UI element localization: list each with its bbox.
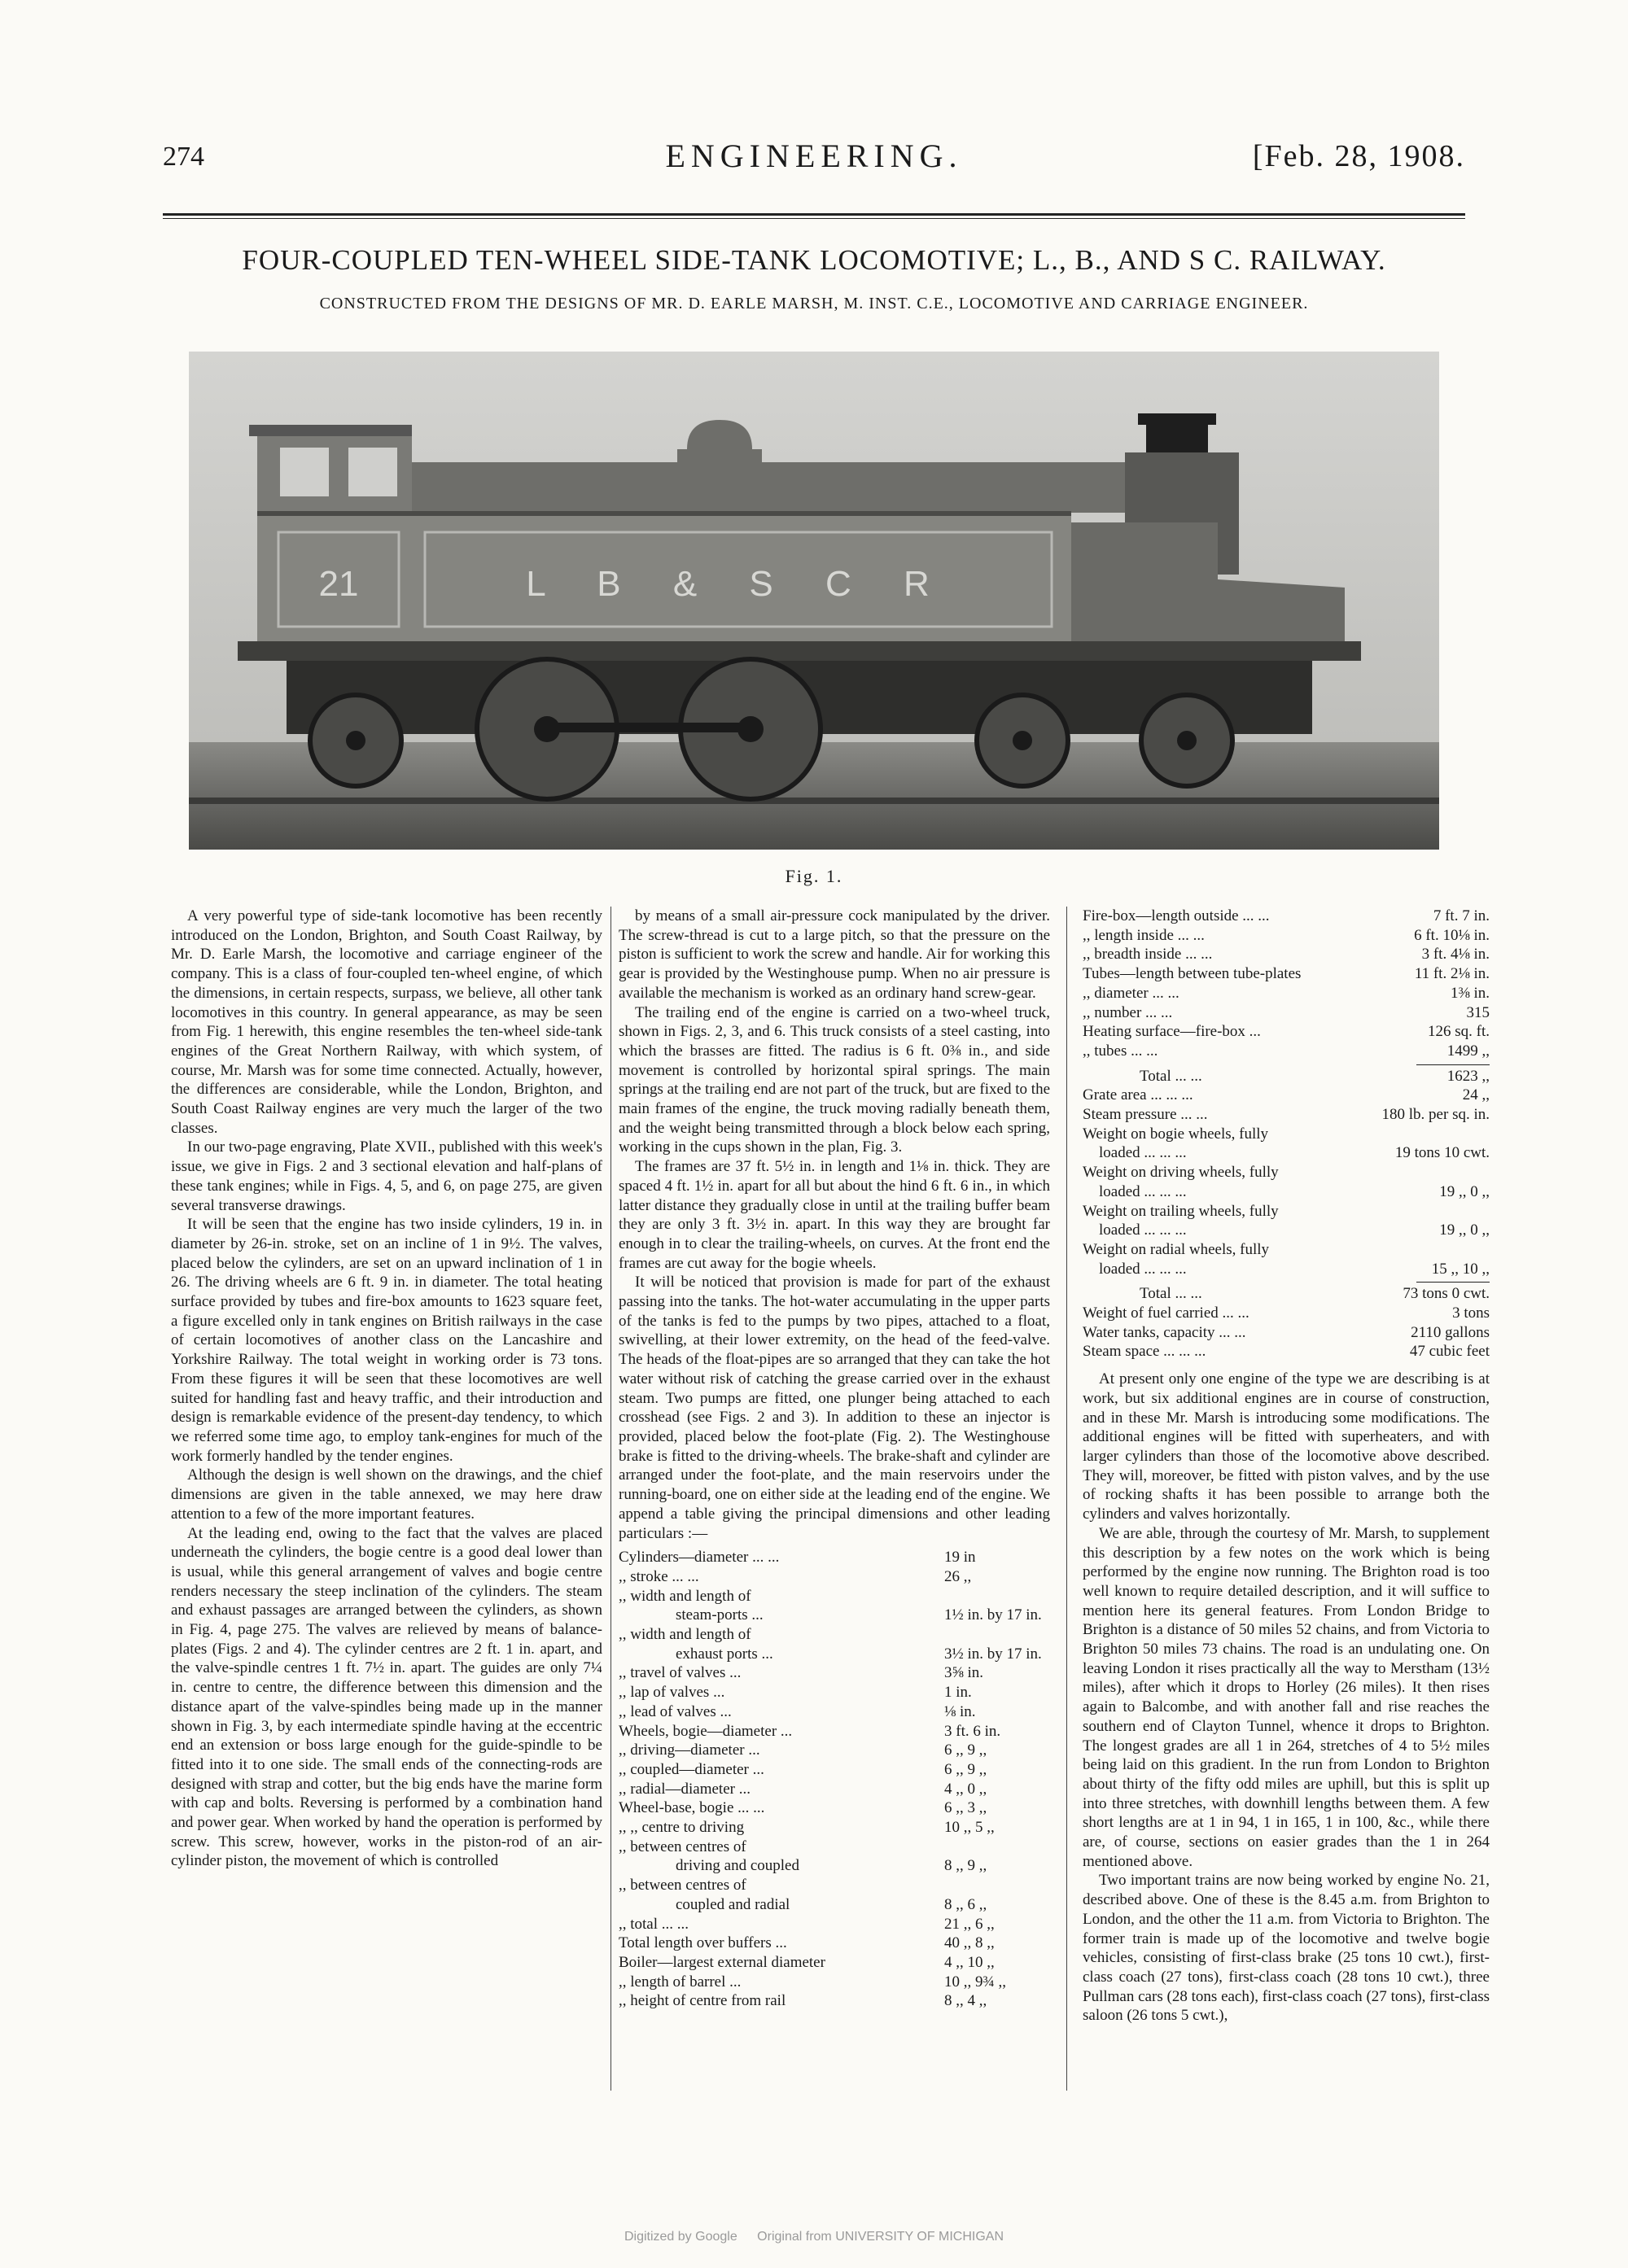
- table-row: Steam pressure ... ... 180 lb. per sq. in.: [1083, 1106, 1490, 1124]
- table-row: ,, lap of valves ... 1 in.: [619, 1684, 972, 1702]
- column-2: [619, 907, 1050, 2011]
- table-row: Weight on trailing wheels, fully: [1083, 1202, 1279, 1220]
- table-row: Wheels, bogie—diameter ... 3 ft. 6 in.: [619, 1722, 1001, 1740]
- page-number: 274: [163, 142, 204, 172]
- header-rule-thin: [163, 218, 1465, 219]
- col2-para-2: The trailing end of the engine is carried on a two-wheel truck, shown in Figs. 2, 3, and 6. This truck consists of a steel casting, into which the brasses are fitted. The radius is 6 ft. 0⅜ in., and side movement is controlled by horizontal spiral springs. The main springs at the trailing end are not part of the truck, but are fixed to the main frames of the engine, the truck moving radially beneath them, and the weight being transmitted through a block below each spring, working in the cups shown in the plan, Fig. 3.: [619, 1003, 1050, 1156]
- table-row: ,, number ... ... 315: [1083, 1003, 1490, 1021]
- table-row: ,, width and length of: [619, 1626, 751, 1644]
- col3-para-1: At present only one engine of the type we are describing is at work, but six additional engines are in course of construction, and in these Mr. Marsh is introducing some modifications. The additional engines will be fitted with superheaters, and with larger cylinders than those of the locomotive above described. They will, moreover, be fitted with piston valves, and by the use of rocking shafts it has been possible to arrange both the cylinders and valves horizontally.: [1083, 1370, 1490, 1523]
- page-footer: [0, 2230, 1628, 2244]
- column-divider-1: [610, 907, 611, 2091]
- table-row: Weight on bogie wheels, fully: [1083, 1125, 1269, 1143]
- table-row: ,, height of centre from rail 8 ,, 4 ,,: [619, 1992, 987, 2010]
- col2-para-4: It will be noticed that provision is made for part of the exhaust passing into the tanks. The hot-water accumulating in the upper parts of the tanks is fed to the pumps by two pipes, attached to a float, swivelling, at their lower extremity, on the head of the feed-valve. The heads of the float-pipes are so arranged that they can take the hot water without risk of catching the grease carried over in the exhaust steam. Two pumps are fitted, one plunger being attached to each crosshead (see Figs. 2 and 3). In addition to these an injector is provided, placed below the foot-plate (Fig. 2). The Westinghouse brake is fitted to the driving-wheels. The brake-shaft and cylinder are arranged under the foot-plate, and the main reservoirs under the running-board, one on either side at the leading end of the engine. We append a table giving the principal dimensions and other leading particulars :—: [619, 1274, 1050, 1542]
- page-header: [163, 130, 1465, 179]
- table-row: ,, length of barrel ... 10 ,, 9¾ ,,: [619, 1973, 1006, 1991]
- table-row: ,, breadth inside ... ... 3 ft. 4⅛ in.: [1083, 946, 1490, 964]
- table-row: Weight of fuel carried ... ... 3 tons: [1083, 1304, 1490, 1322]
- table-row: ,, radial—diameter ... 4 ,, 0 ,,: [619, 1780, 987, 1798]
- digitized-note: Digitized by Google: [624, 2230, 737, 2244]
- article-subtitle: CONSTRUCTED FROM THE DESIGNS OF MR. D. EARLE MARSH, M. INST. C.E., LOCOMOTIVE AND CARRIAGE ENGINEER.: [319, 295, 1309, 312]
- col2-para-3: The frames are 37 ft. 5½ in. in length and 1⅛ in. thick. They are spaced 4 ft. 1½ in. apart for all but about the hind 6 ft. 6 in., in which latter distance they gradually close in until at the trailing buffer beam they are only 3 ft. 3½ in. apart. In this way they are brought far enough in to clear the trailing-wheels, on curves. At the front end the frames are cut away for the bogie wheels.: [619, 1158, 1050, 1272]
- table-row: Tubes—length between tube-plates 11 ft. 2⅛ in.: [1083, 965, 1490, 983]
- header-rule: [163, 213, 1465, 216]
- table-row: loaded ... ... ... 19 ,, 0 ,,: [1099, 1182, 1490, 1200]
- table-row: ,, between centres of: [619, 1838, 746, 1855]
- col3-para-2: We are able, through the courtesy of Mr. Marsh, to supplement this description by a few notes on the work which is being performed by the engine now running. The Brighton road is too well known to require detailed description, and it will suffice to mention here its general features. From London Bridge to Brighton is a distance of 50 miles 52 chains, and from Victoria to Brighton 50 miles 73 chains. The road is an undulating one. On leaving London it rises practically all the way to Merstham (13½ miles), after which it drops to Horley (26 miles). It then rises again to Balcombe, and with another fall and rise reaches the southern end of Clayton Tunnel, whence it drops to Brighton. The longest grades are all 1 in 264, stretches of 4 to 5½ miles being laid on this gradient. In the run from London to Brighton about thirty of the fifty odd miles are uphill, but this is split up into three stretches, with downhill lengths between them. A few short lengths are at 1 in 94, 1 in 165, 1 in 100, &c., while there are, of course, sections on easier grades than the 1 in 264 mentioned above.: [1083, 1524, 1490, 1870]
- table-row: steam-ports ... 1½ in. by 17 in.: [676, 1606, 1042, 1624]
- locomotive-photo: [189, 352, 1439, 850]
- table-row: Cylinders—diameter ... ... 19 in: [619, 1549, 976, 1567]
- table-row: ,, coupled—diameter ... 6 ,, 9 ,,: [619, 1760, 987, 1778]
- table-row: driving and coupled 8 ,, 9 ,,: [676, 1857, 987, 1875]
- heating-table: [1083, 907, 1490, 1361]
- col2-para-1: by means of a small air-pressure cock manipulated by the driver. The screw-thread is cut to a large pitch, so that the pressure on the piston is sufficient to work the screw and handle. Air for working this gear is provided by the Westinghouse pump. When no air pressure is available the mechanism is worked as an ordinary hand screw-gear.: [619, 907, 1050, 1002]
- table-row: ,, between centres of: [619, 1877, 746, 1894]
- issue-date: [Feb. 28, 1908.: [1252, 139, 1465, 173]
- table-row: ,, total ... ... 21 ,, 6 ,,: [619, 1915, 995, 1933]
- table-row: ,, width and length of: [619, 1587, 751, 1605]
- table-row: coupled and radial 8 ,, 6 ,,: [676, 1895, 987, 1913]
- sum-rule: [1416, 1282, 1490, 1283]
- table-row: ,, ,, centre to driving 10 ,, 5 ,,: [619, 1819, 995, 1837]
- table-row: ,, travel of valves ... 3⅝ in.: [619, 1664, 984, 1682]
- table-row-total: Total ... ... 73 tons 0 cwt.: [1140, 1285, 1490, 1303]
- table-row: ,, stroke ... ... 26 ,,: [619, 1567, 972, 1585]
- col1-para-1: A very powerful type of side-tank locomotive has been recently introduced on the London, Brighton, and South Coast Railway, by Mr. D. Earle Marsh, the locomotive and carriage engineer of the company. This is a class of four-coupled ten-wheel engine, of which the dimensions, in certain respects, surpass, we believe, all other tank locomotives in this country. In general appearance, as may be seen from Fig. 1 herewith, this engine resembles the ten-wheel side-tank engines of the Great Northern Railway, with which system, of course, Mr. Marsh was for some time connected. Actually, however, the differences are considerable, while the London, Brighton, and South Coast Railway engines are very much the larger of the two classes.: [171, 907, 602, 1137]
- tank-lettering: L B & S C R: [526, 564, 951, 604]
- table-row: Wheel-base, bogie ... ... 6 ,, 3 ,,: [619, 1799, 987, 1817]
- col1-para-3: It will be seen that the engine has two inside cylinders, 19 in. in diameter by 26-in. stroke, set on an incline of 1 in 9½. The valves, placed below the cylinders, are set on an upward inclination of 1 in 26. The driving wheels are 6 ft. 9 in. in diameter. The total heating surface provided by tubes and fire-box amounts to 1623 square feet, a figure excelled only in tank engines on British railways in the case of certain locomotives of another class on the Lancashire and Yorkshire Railway. The total weight in working order is 73 tons. From these figures it will be seen that these locomotives are well suited for handling fast and heavy traffic, and their introduction and design is remarkable evidence of the present-day tendency, to which we referred some time ago, to employ tank-engines for much of the work formerly handled by the tender engines.: [171, 1216, 602, 1465]
- col1-para-2: In our two-page engraving, Plate XVII., published with this week's issue, we give in Figs. 2 and 3 sectional elevation and half-plans of these tank engines; while in Figs. 4, 5, and 6, on page 275, are given several transverse drawings.: [171, 1138, 602, 1214]
- table-row: ,, driving—diameter ... 6 ,, 9 ,,: [619, 1741, 987, 1759]
- table-row: loaded ... ... ... 15 ,, 10 ,,: [1099, 1260, 1490, 1278]
- col1-para-5: At the leading end, owing to the fact that the valves are placed underneath the cylinders, the bogie centre is a good deal lower than is usual, while this general arrangement of valves and bogie centre renders necessary the steep inclination of the cylinders. The steam and exhaust passages are arranged between the cylinders, as shown in Fig. 4, page 275. The valves are relieved by means of balance-plates (Figs. 2 and 4). The cylinder centres are 2 ft. 1 in. apart, and the valve-spindle centres 1 ft. 7½ in. apart. The guides are only 7¼ in. centre to centre, the difference between this dimension and the distance apart of the valve-spindles being made up in the manner shown in Fig. 3, by each intermediate spindle having at the eccentric end an extension or boss large enough for the guide-spindle to be fitted into it to one side. The small ends of the connecting-rods are designed with strap and cotter, but the big ends have the marine form with cap and bolts. Reversing is performed by a combination hand and power gear. When worked by hand the operation is performed by screw. This screw, however, works in the piston-rod of an air-cylinder piston, the movement of which is controlled: [171, 1524, 602, 1870]
- table-row: ,, lead of valves ... ⅛ in.: [619, 1702, 976, 1720]
- table-row: Grate area ... ... ... 24 ,,: [1083, 1086, 1490, 1104]
- figure-caption: Fig. 1.: [785, 866, 843, 886]
- column-divider-2: [1066, 907, 1067, 2091]
- number-plate: 21: [318, 564, 359, 604]
- journal-title: ENGINEERING.: [665, 138, 963, 174]
- table-row: Fire-box—length outside ... ... 7 ft. 7 in.: [1083, 907, 1490, 924]
- article-title: FOUR-COUPLED TEN-WHEEL SIDE-TANK LOCOMOTIVE; L., B., AND S C. RAILWAY.: [242, 244, 1386, 276]
- dimensions-table: [619, 1548, 1050, 2011]
- table-row: Total length over buffers ... 40 ,, 8 ,,: [619, 1934, 995, 1952]
- table-row: Water tanks, capacity ... ... 2110 gallons: [1083, 1323, 1490, 1341]
- table-row: ,, length inside ... ... 6 ft. 10⅛ in.: [1083, 926, 1490, 944]
- table-row: ,, diameter ... ... 1⅜ in.: [1083, 984, 1490, 1002]
- table-row: loaded ... ... ... 19 ,, 0 ,,: [1099, 1221, 1490, 1239]
- col3-para-3: Two important trains are now being worked by engine No. 21, described above. One of these is the 8.45 a.m. from Brighton to London, and the other the 11 a.m. from Victoria to Brighton. The former train is made up of the locomotive and twelve bogie vehicles, consisting of first-class brake (25 tons 10 cwt.), first-class coach (27 tons), first-class coach (28 tons 10 cwt.), three Pullman cars (28 tons each), first-class coach (27 tons), first-class saloon (26 tons 5 cwt.),: [1083, 1872, 1490, 2025]
- table-row: Steam space ... ... ... 47 cubic feet: [1083, 1343, 1490, 1361]
- table-row: Heating surface—fire-box ... 126 sq. ft.: [1083, 1023, 1490, 1041]
- column-3: [1083, 907, 1490, 2025]
- table-row-total: Total ... ... 1623 ,,: [1140, 1067, 1490, 1085]
- table-row: loaded ... ... ... 19 tons 10 cwt.: [1099, 1144, 1490, 1162]
- original-note: Original from UNIVERSITY OF MICHIGAN: [757, 2230, 1004, 2244]
- col1-para-4: Although the design is well shown on the drawings, and the chief dimensions are given in the table annexed, we may here draw attention to a few of the more important features.: [171, 1466, 602, 1523]
- column-1: [171, 907, 602, 1871]
- table-row: Weight on driving wheels, fully: [1083, 1164, 1279, 1182]
- sum-rule: [1416, 1064, 1490, 1065]
- table-row: exhaust ports ... 3½ in. by 17 in.: [676, 1645, 1042, 1663]
- table-row: Weight on radial wheels, fully: [1083, 1240, 1270, 1258]
- table-row: ,, tubes ... ... 1499 ,,: [1083, 1042, 1490, 1060]
- table-row: Boiler—largest external diameter 4 ,, 10 ,,: [619, 1953, 995, 1971]
